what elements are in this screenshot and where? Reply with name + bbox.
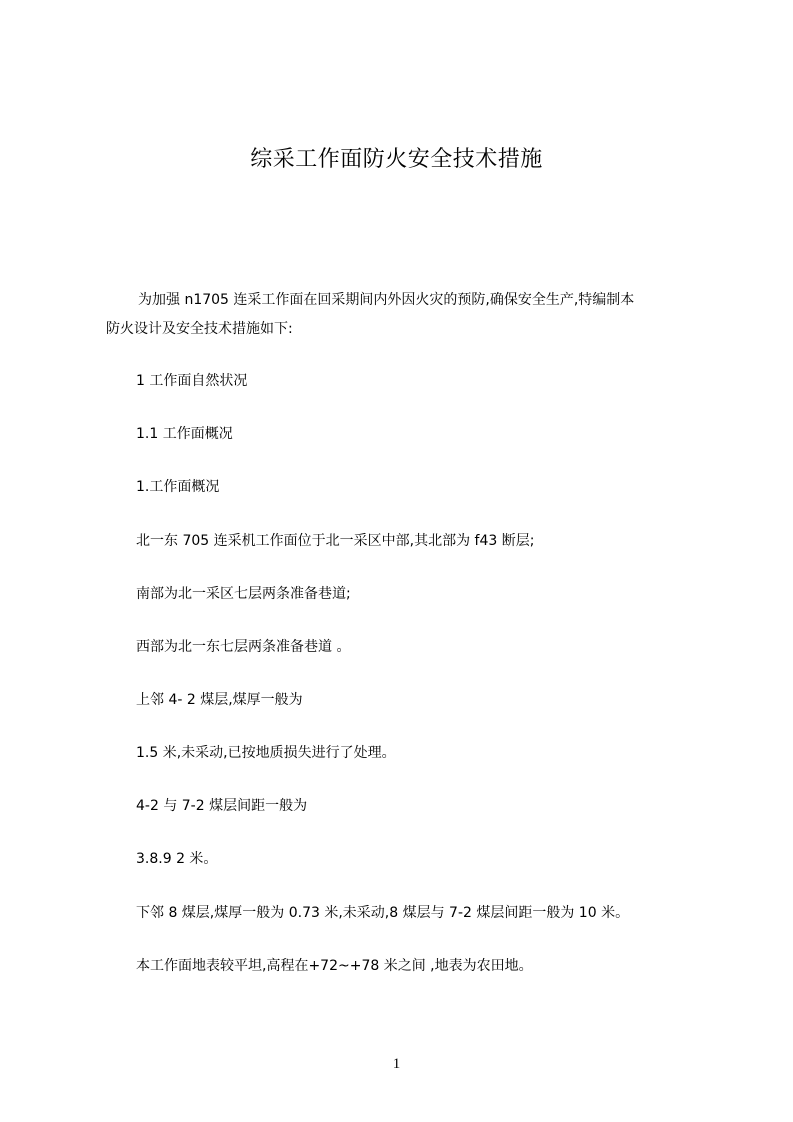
intro-line-1: 为加强 n1705 连采工作面在回采期间内外因火灾的预防,确保安全生产,特编制本 [138,292,635,308]
intro-line-2: 防火设计及安全技术措施如下: [106,321,293,337]
paragraph-seam-spacing-value: 3.8.9 2 米。 [136,851,218,867]
paragraph-location-south: 南部为北一采区七层两条准备巷道; [136,586,351,602]
paragraph-location-west: 西部为北一东七层两条准备巷道 。 [136,639,351,655]
paragraph-lower-seam: 下邻 8 煤层,煤厚一般为 0.73 米,未采动,8 煤层与 7-2 煤层间距一般为 10 米。 [136,905,630,921]
paragraph-seam-spacing: 4-2 与 7-2 煤层间距一般为 [136,798,308,814]
item-1-heading: 1.工作面概况 [136,479,220,495]
section-1-heading: 1 工作面自然状况 [136,373,248,389]
section-1-1-heading: 1.1 工作面概况 [136,426,233,442]
paragraph-location-north: 北一东 705 连采机工作面位于北一采区中部,其北部为 f43 断层; [136,533,535,549]
paragraph-upper-seam-thickness: 1.5 米,未采动,已按地质损失进行了处理。 [136,745,396,761]
page-number: 1 [392,1056,401,1072]
document-title: 综采工作面防火安全技术措施 [250,147,543,172]
paragraph-upper-seam: 上邻 4- 2 煤层,煤厚一般为 [136,692,303,708]
paragraph-surface: 本工作面地表较平坦,高程在+72~+78 米之间 ,地表为农田地。 [136,958,533,974]
